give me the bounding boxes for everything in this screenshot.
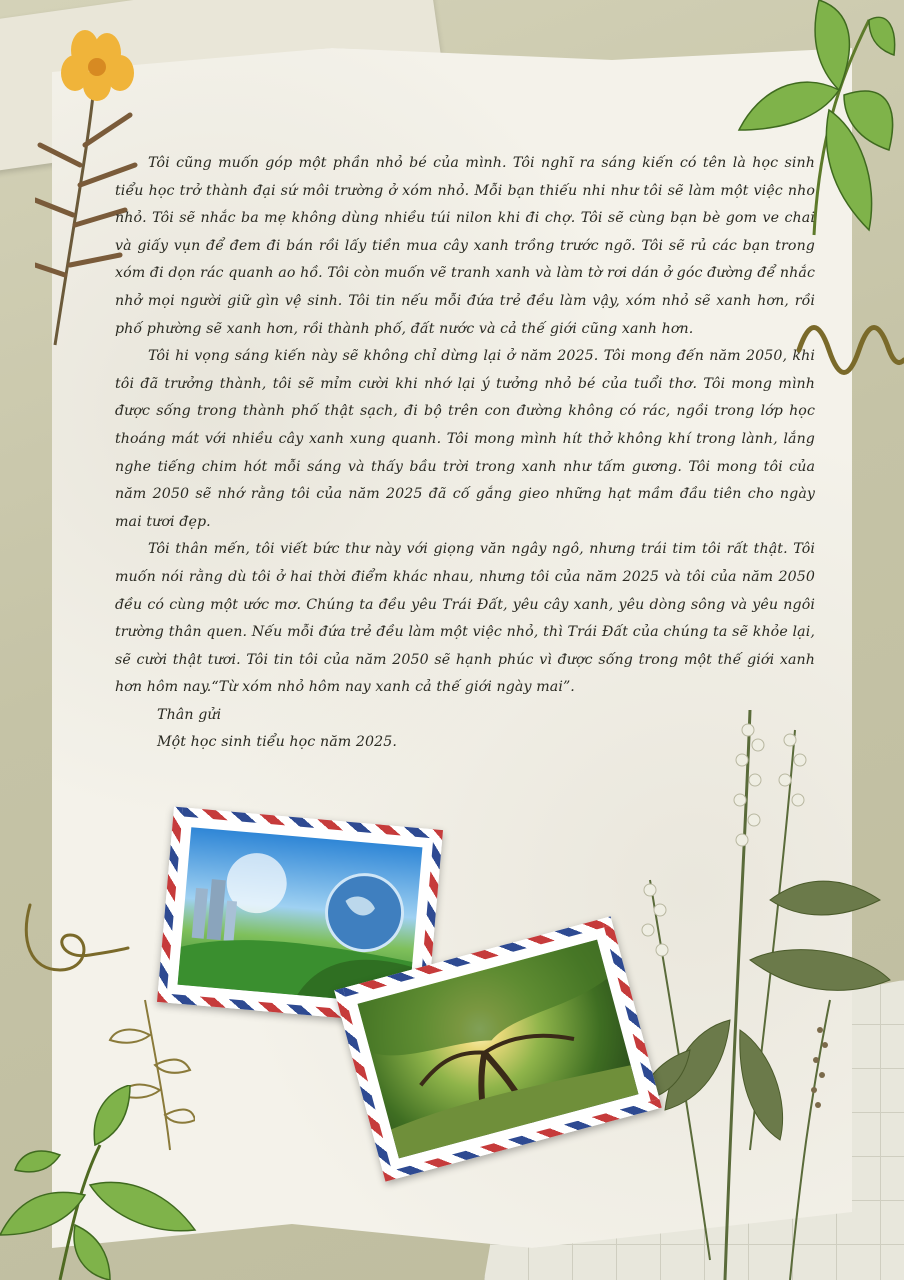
letter-body	[115, 150, 815, 757]
letter-closing: Thân gửi	[157, 706, 222, 723]
swirl-line-icon	[20, 900, 130, 980]
letter-signature: Một học sinh tiểu học năm 2025.	[157, 734, 398, 751]
letter-paragraph: Tôi thân mến, tôi viết bức thư này với giọng văn ngây ngô, nhưng trái tim tôi rất thật. Tôi muốn nói rằng dù tôi ở hai thời điểm khác nhau, nhưng tôi của năm 2025 và tôi của năm 2050 đều có cùng một ước mơ. Chúng ta đều yêu Trái Đất, yêu cây xanh, yêu dòng sông và yêu ngôi trường thân quen. Nếu mỗi đứa trẻ đều làm một việc nhỏ, thì Trái Đất của chúng ta sẽ khỏe lại, sẽ cười thật tươi. Tôi tin tôi của năm 2050 sẽ hạnh phúc vì được sống trong một thế giới xanh hơn hôm nay.“Từ xóm nhỏ hôm nay xanh cả thế giới ngày mai”.	[115, 541, 815, 696]
letter-paragraph: Tôi hi vọng sáng kiến này sẽ không chỉ dừng lại ở năm 2025. Tôi mong đến năm 2050, khi tôi đã trưởng thành, tôi sẽ mỉm cười khi nhớ lại ý tưởng nhỏ bé của tuổi thơ. Tôi mong mình được sống trong thành phố thật sạch, đi bộ trên con đường không có rác, ngồi trong lớp học thoáng mát với nhiều cây xanh xung quanh. Tôi mong mình hít thở không khí trong lành, lắng nghe tiếng chim hót mỗi sáng và thấy bầu trời trong xanh như tấm gương. Tôi mong tôi của năm 2050 sẽ nhớ rằng tôi của năm 2025 đã cố gắng gieo những hạt mầm đầu tiên cho ngày mai tươi đẹp.	[115, 348, 815, 530]
letter-paragraph: Tôi cũng muốn góp một phần nhỏ bé của mình. Tôi nghĩ ra sáng kiến có tên là học sinh tiểu học trở thành đại sứ môi trường ở xóm nhỏ. Mỗi bạn thiếu nhi như tôi sẽ làm một việc nho nhỏ. Tôi sẽ nhắc ba mẹ không dùng nhiều túi nilon khi đi chợ. Tôi sẽ cùng bạn bè gom ve chai và giấy vụn để đem đi bán rồi lấy tiền mua cây xanh trồng trước ngõ. Tôi sẽ rủ các bạn trong xóm đi dọn rác quanh ao hồ. Tôi còn muốn vẽ tranh xanh và làm tờ rơi dán ở góc đường để nhắc nhở mọi người giữ gìn vệ sinh. Tôi tin nếu mỗi đứa trẻ đều làm vậy, xóm nhỏ sẽ xanh hơn, rồi phố phường sẽ xanh hơn, rồi thành phố, đất nước và cả thế giới cũng xanh hơn.	[115, 155, 815, 337]
wildflower-icon	[630, 700, 900, 1280]
leaf-cluster-icon	[0, 1085, 200, 1280]
